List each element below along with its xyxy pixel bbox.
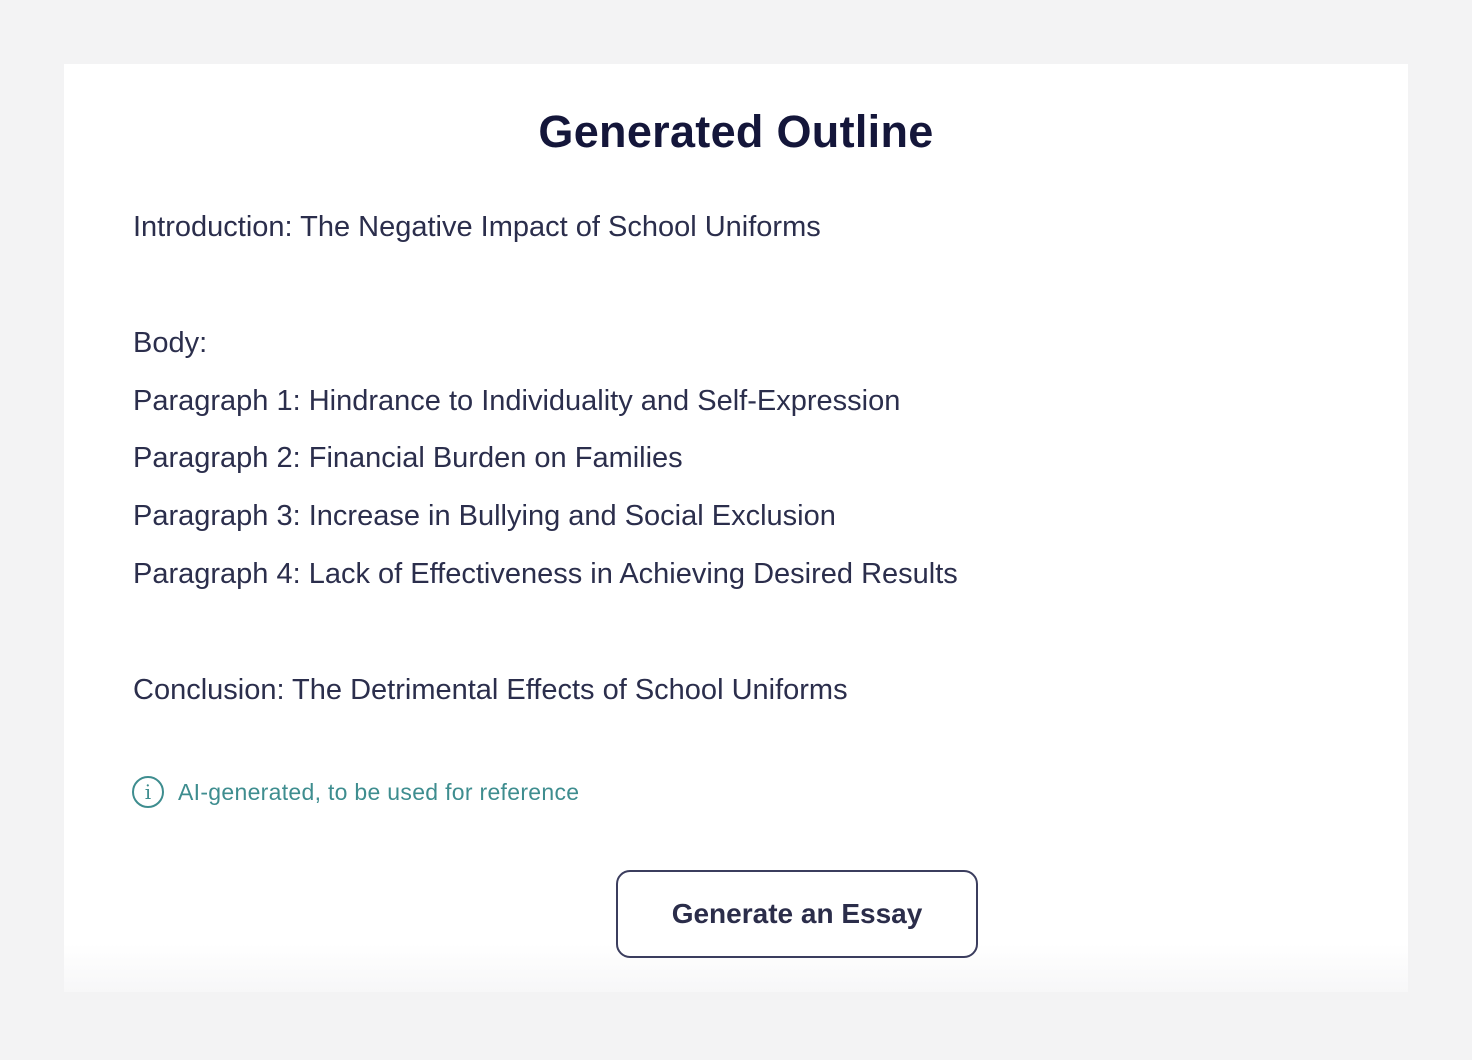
outline-paragraph-3: Paragraph 3: Increase in Bullying and Social Exclusion [133, 500, 836, 532]
outline-paragraph-4: Paragraph 4: Lack of Effectiveness in Achieving Desired Results [133, 558, 958, 590]
generate-essay-button[interactable]: Generate an Essay [616, 870, 978, 958]
info-icon: i [132, 776, 164, 808]
ai-disclaimer-text: AI-generated, to be used for reference [178, 778, 580, 805]
outline-body-label: Body: [133, 327, 208, 359]
outline-introduction: Introduction: The Negative Impact of School Uniforms [133, 211, 821, 243]
outline-paragraph-2: Paragraph 2: Financial Burden on Families [133, 442, 683, 474]
outline-paragraph-1: Paragraph 1: Hindrance to Individuality and Self-Expression [133, 385, 901, 417]
ai-disclaimer [132, 776, 579, 808]
page-title: Generated Outline [538, 106, 934, 157]
outline-conclusion: Conclusion: The Detrimental Effects of School Uniforms [133, 674, 848, 706]
